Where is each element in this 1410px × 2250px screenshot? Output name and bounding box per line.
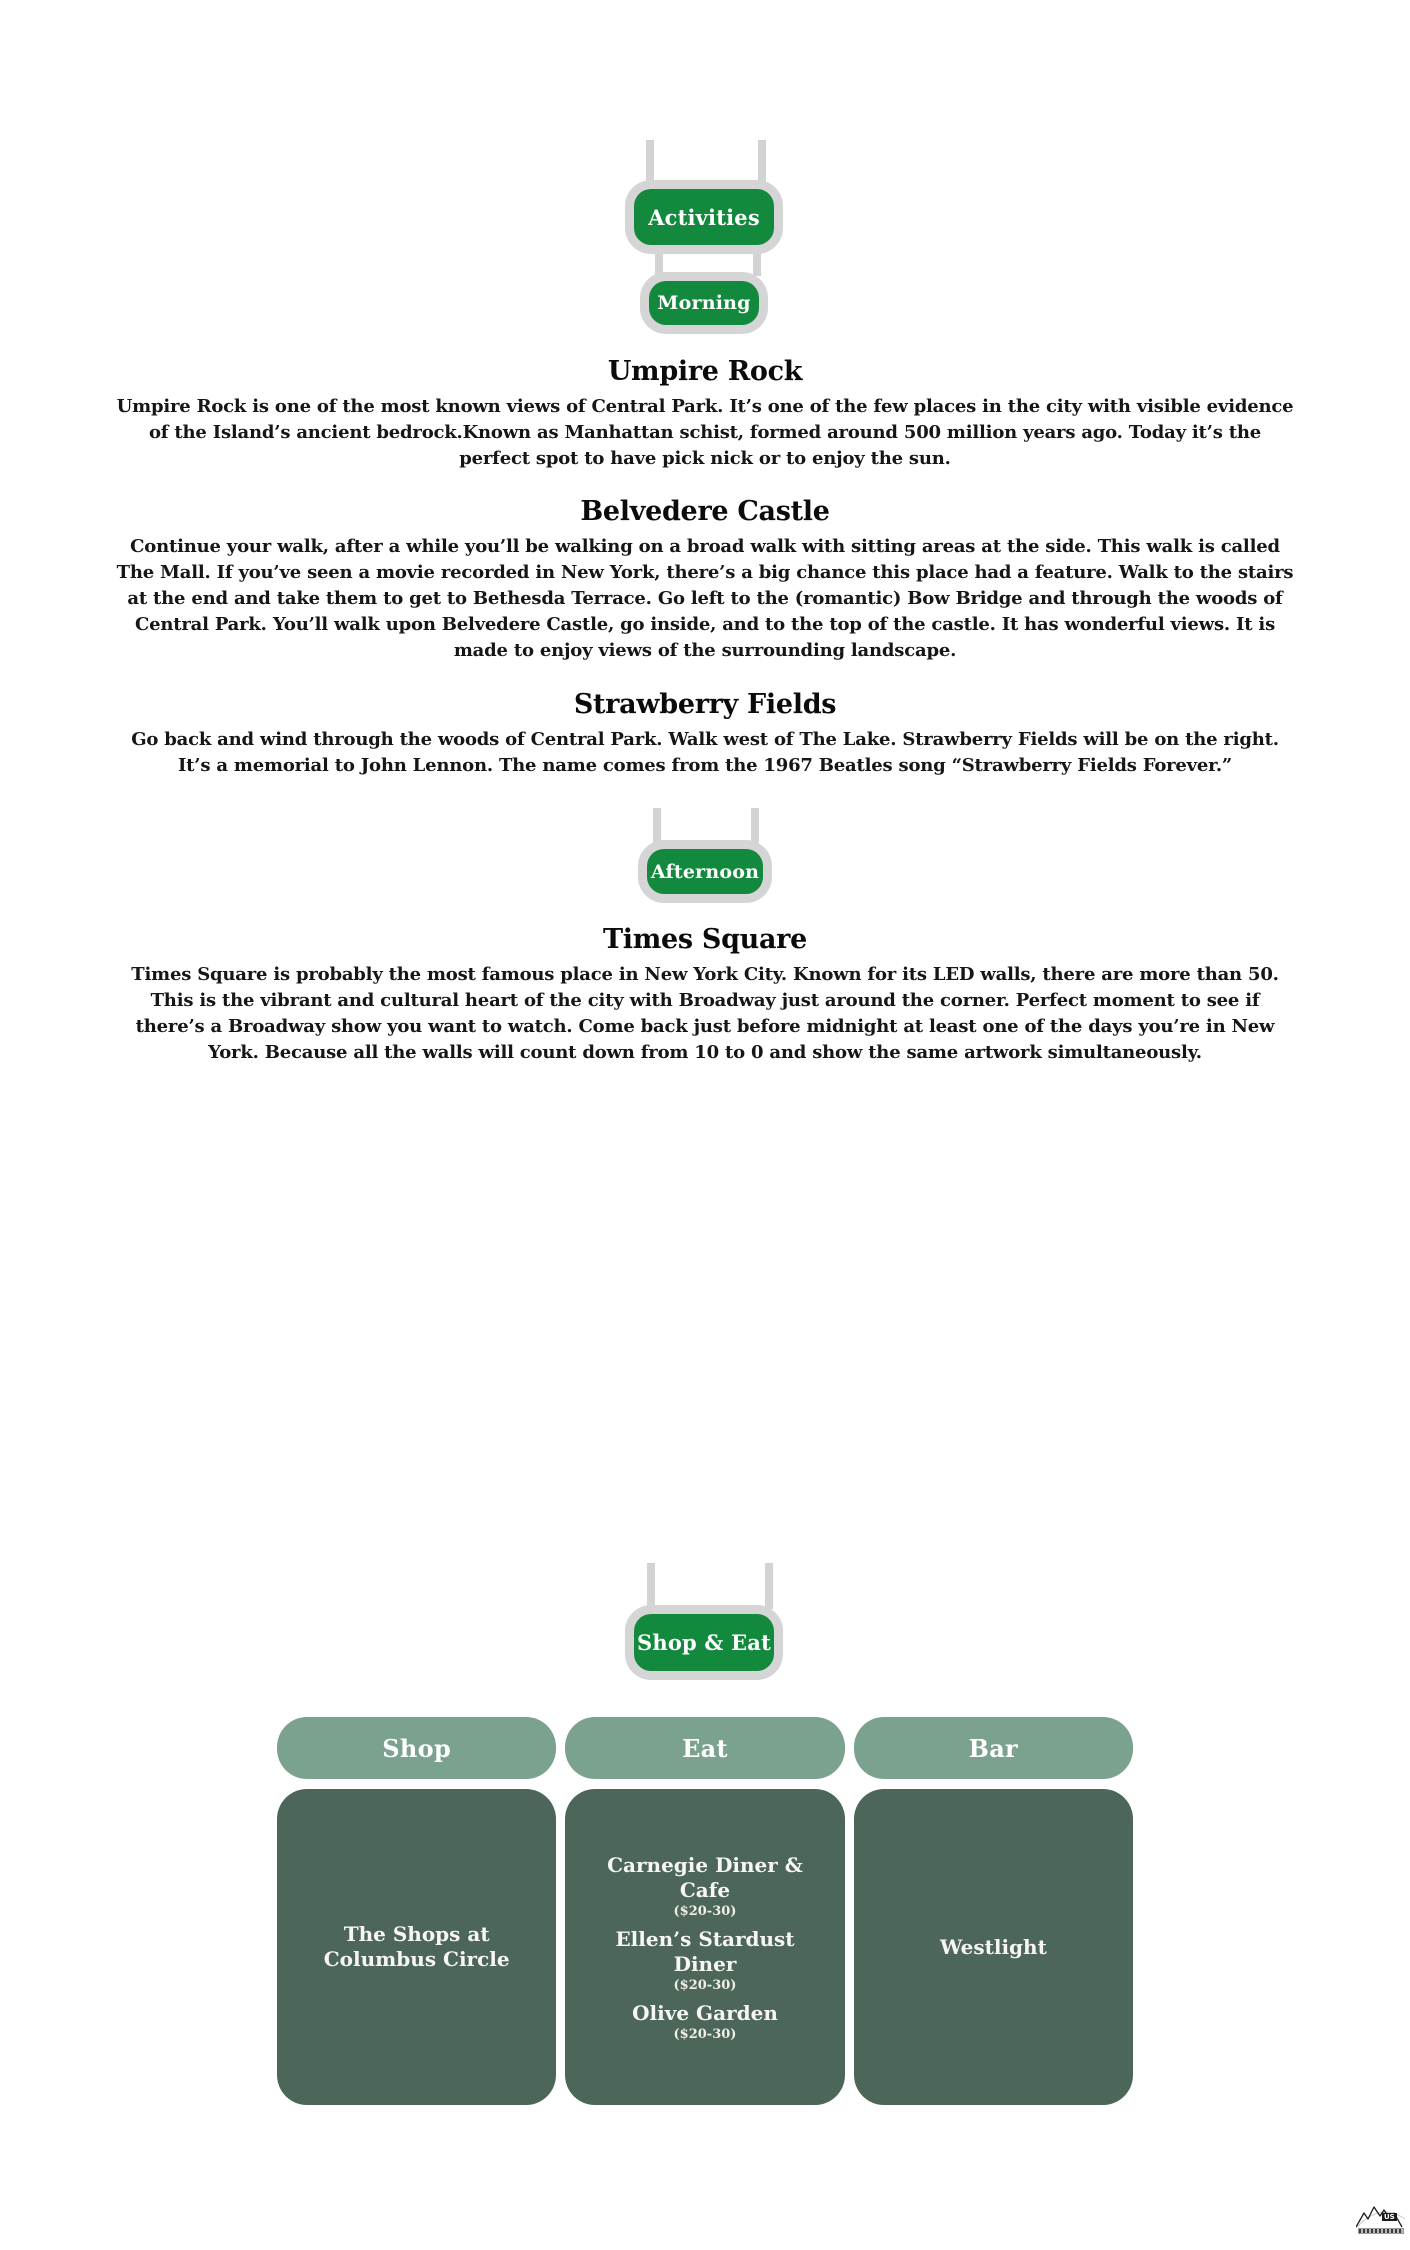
section-body: Umpire Rock is one of the most known views of Central Park. It’s one of the few places in the city with visible evidence of the Island’s ancient bedrock.Known as Manhattan schist, formed around 500 million years ago. Today it’s the perfect spot to have pick nick or to enjoy the sun.: [116, 396, 1294, 469]
section-title: Umpire Rock: [607, 356, 803, 387]
section-body: Times Square is probably the most famous place in New York City. Known for its LED walls, there are more than 50. This is the vibrant and cultural heart of the city with Broadway just around the corner. Perfect moment to see if there’s a Broadway show you want to watch. Come back just before midnight at least one of the days you’re in New York. Because all the walls will count down from 10 to 0 and show the same artwork simultaneously.: [131, 964, 1279, 1063]
sign-afternoon-label: Afternoon: [647, 849, 763, 894]
column-shop: [277, 1717, 556, 2105]
sign-post: [647, 1563, 655, 1609]
list-item: [583, 1853, 826, 1919]
column-header-eat: Eat: [565, 1717, 844, 1779]
place-name: Ellen’s Stardust Diner: [615, 1926, 795, 1976]
section-body: Go back and wind through the woods of Central Park. Walk west of The Lake. Strawberry Fields will be on the right. It’s a memorial to John Lennon. The name comes from the 1967 Beatles song “Strawberry Fields Forever.”: [131, 729, 1279, 776]
section-belvedere-castle: [115, 496, 1295, 664]
column-card-shop: [277, 1789, 556, 2105]
column-card-eat: [565, 1789, 844, 2105]
section-title: Strawberry Fields: [573, 689, 837, 720]
column-bar: [854, 1717, 1133, 2105]
section-umpire-rock: [115, 356, 1295, 472]
sign-activities-label: Activities: [634, 189, 774, 245]
section-times-square: [115, 924, 1295, 1066]
place-price: ($20-30): [673, 1903, 737, 1919]
list-item: [583, 1927, 826, 1993]
place-price: ($20-30): [673, 1977, 737, 1993]
column-header-bar: Bar: [854, 1717, 1133, 1779]
list-item: [295, 1922, 538, 1972]
shop-eat-columns: [277, 1717, 1133, 2105]
place-name: Olive Garden: [632, 2000, 778, 2025]
column-eat: [565, 1717, 844, 2105]
sign-post: [751, 808, 759, 844]
section-strawberry-fields: [115, 689, 1295, 779]
sign-post: [758, 140, 766, 184]
section-title: Times Square: [602, 924, 807, 955]
place-price: ($20-30): [673, 2026, 737, 2042]
place-name: The Shops at Columbus Circle: [323, 1922, 510, 1971]
sign-morning: [640, 272, 768, 334]
list-item: [940, 1935, 1047, 1960]
place-name: Westlight: [939, 1934, 1047, 1959]
column-header-shop: Shop: [277, 1717, 556, 1779]
column-card-bar: [854, 1789, 1133, 2105]
sign-post: [765, 1563, 773, 1609]
list-item: [632, 2001, 778, 2042]
sign-post: [646, 140, 654, 184]
mountains-icon: [1356, 2200, 1406, 2230]
logo-us-label: US: [1384, 2213, 1395, 2221]
sign-shop-eat-label: Shop & Eat: [634, 1614, 774, 1671]
section-title: Belvedere Castle: [580, 496, 830, 527]
place-name: Carnegie Diner & Cafe: [607, 1852, 803, 1902]
sign-afternoon: [638, 840, 772, 903]
sign-shop-eat: [625, 1605, 783, 1680]
logo-wordmark: [1358, 2228, 1404, 2234]
section-body: Continue your walk, after a while you’ll be walking on a broad walk with sitting areas at the side. This walk is called The Mall. If you’ve seen a movie recorded in New York, there’s a big chance this place had a feature. Walk to the stairs at the end and take them to get to Bethesda Terrace. Go left to the (romantic) Bow Bridge and through the woods of Central Park. You’ll walk upon Belvedere Castle, go inside, and to the top of the castle. It has wonderful views. It is made to enjoy views of the surrounding landscape.: [116, 536, 1294, 661]
sign-morning-label: Morning: [649, 281, 759, 325]
sign-post: [653, 808, 661, 844]
sign-activities: [625, 180, 783, 254]
brand-logo: [1356, 2200, 1406, 2238]
